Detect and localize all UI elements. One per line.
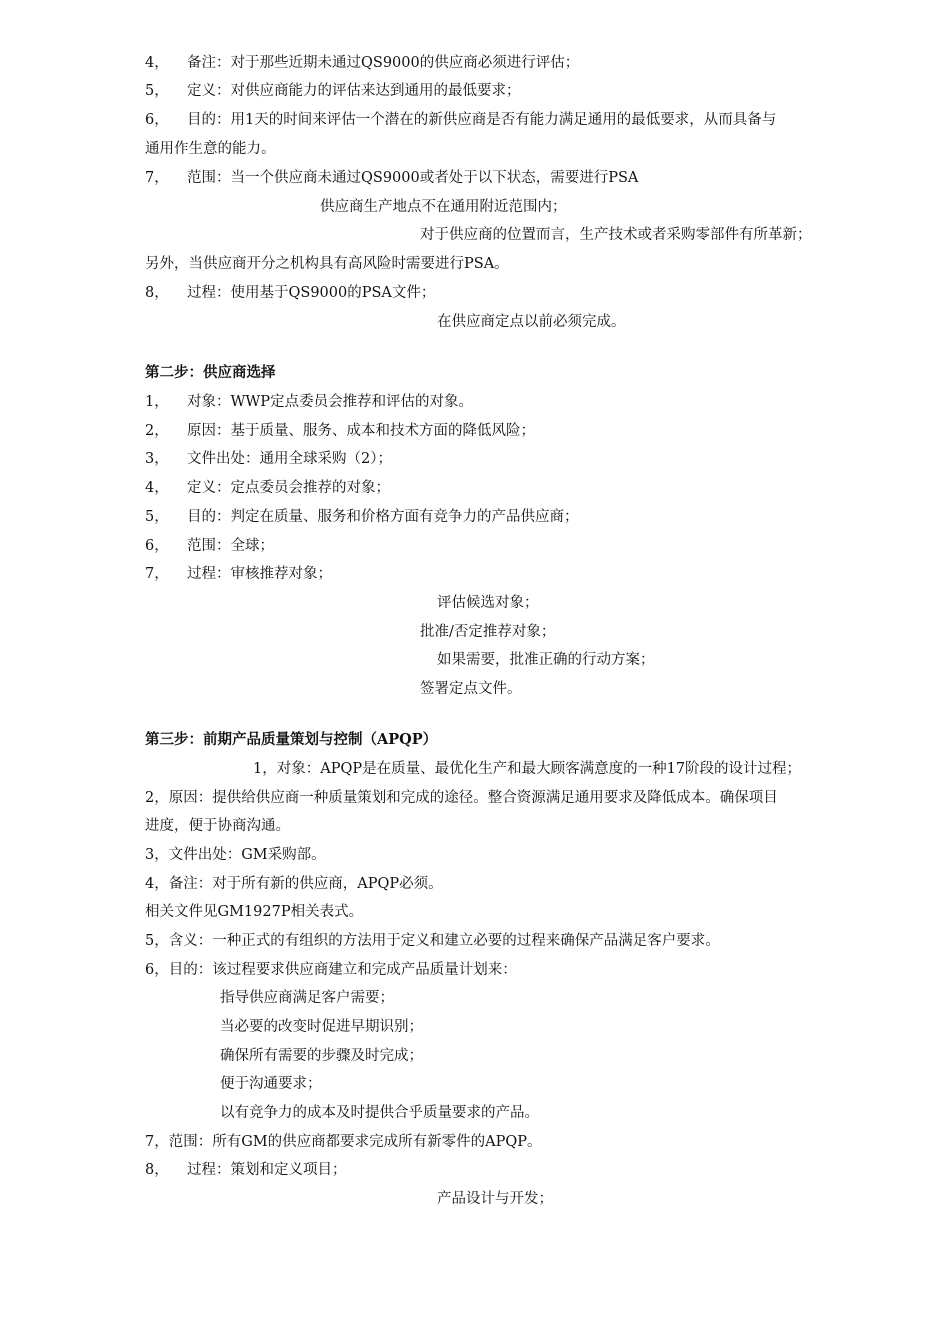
item-text: 文件出处：通用全球采购（2）； xyxy=(187,451,392,467)
s1-item8 xyxy=(145,283,435,303)
s1-item4 xyxy=(145,53,579,73)
item-text: 过程：使用基于QS9000的PSA文件； xyxy=(187,285,436,301)
s3-item8 xyxy=(145,1160,347,1180)
s1-item6 xyxy=(145,110,776,130)
item-text: 对象：WWP定点委员会推荐和评估的对象。 xyxy=(187,394,474,410)
s1-item7-sub2: 对于供应商的位置而言，生产技术或者采购零部件有所革新； xyxy=(420,227,812,243)
s2-item5 xyxy=(145,507,579,527)
s3-item2-cont: 进度，便于协商沟通。 xyxy=(145,818,290,834)
item-number: 5， xyxy=(145,509,169,525)
item-number: 8， xyxy=(145,285,169,301)
section3-heading: 第三步：前期产品质量策划与控制（APQP） xyxy=(145,731,438,748)
s3-item3: 3，文件出处：GM采购部。 xyxy=(145,847,326,863)
s3-item6-sub: 确保所有需要的步骤及时完成； xyxy=(220,1048,423,1064)
s2-item7-sub4: 签署定点文件。 xyxy=(420,681,522,697)
s3-item6-sub: 当必要的改变时促进早期识别； xyxy=(220,1019,423,1035)
item-number: 2， xyxy=(145,423,169,439)
s3-item4-cont: 相关文件见GM1927P相关表式。 xyxy=(145,904,364,920)
s2-item4 xyxy=(145,478,390,498)
item-text: 目的：判定在质量、服务和价格方面有竞争力的产品供应商； xyxy=(187,509,579,525)
s2-item2 xyxy=(145,421,535,441)
s1-item7-cont: 另外，当供应商开分之机构具有高风险时需要进行PSA。 xyxy=(145,256,509,272)
s2-item7-sub3: 如果需要，批准正确的行动方案； xyxy=(437,652,655,668)
s3-item6: 6，目的：该过程要求供应商建立和完成产品质量计划来： xyxy=(145,962,517,978)
item-text: 范围：全球； xyxy=(187,538,274,554)
s2-item7-sub1: 评估候选对象； xyxy=(437,595,539,611)
section2-heading: 第二步：供应商选择 xyxy=(145,364,276,381)
s2-item6 xyxy=(145,536,274,556)
item-text: 定义：定点委员会推荐的对象； xyxy=(187,480,390,496)
s1-item8-sub1: 在供应商定点以前必须完成。 xyxy=(437,314,626,330)
s3-item6-sub: 以有竞争力的成本及时提供合乎质量要求的产品。 xyxy=(220,1105,539,1121)
item-number: 5， xyxy=(145,83,169,99)
item-text: 目的：用1天的时间来评估一个潜在的新供应商是否有能力满足通用的最低要求，从而具备与 xyxy=(187,112,777,128)
s1-item6-cont: 通用作生意的能力。 xyxy=(145,141,276,157)
item-number: 6， xyxy=(145,112,169,128)
item-number: 1， xyxy=(145,394,169,410)
s2-item7 xyxy=(145,564,332,584)
s1-item7-sub1: 供应商生产地点不在通用附近范围内； xyxy=(320,199,567,215)
item-number: 4， xyxy=(145,55,169,71)
item-number: 7， xyxy=(145,170,169,186)
item-number: 3， xyxy=(145,451,169,467)
s2-item3 xyxy=(145,449,392,469)
s3-item6-sub: 便于沟通要求； xyxy=(220,1076,322,1092)
s2-item7-sub2: 批准/否定推荐对象； xyxy=(420,624,556,640)
item-text: 原因：基于质量、服务、成本和技术方面的降低风险； xyxy=(187,423,535,439)
s3-item2: 2，原因：提供给供应商一种质量策划和完成的途径。整合资源满足通用要求及降低成本。确保项目 xyxy=(145,790,778,806)
s3-item6-sub: 指导供应商满足客户需要； xyxy=(220,990,394,1006)
item-number: 8， xyxy=(145,1162,169,1178)
s3-item5: 5，含义：一种正式的有组织的方法用于定义和建立必要的过程来确保产品满足客户要求。 xyxy=(145,933,720,949)
item-text: 过程：审核推荐对象； xyxy=(187,566,332,582)
s2-item1 xyxy=(145,392,473,412)
s3-item4: 4，备注：对于所有新的供应商，APQP必须。 xyxy=(145,876,443,892)
item-text: 备注：对于那些近期未通过QS9000的供应商必须进行评估； xyxy=(187,55,580,71)
item-number: 4， xyxy=(145,480,169,496)
item-text: 定义：对供应商能力的评估来达到通用的最低要求； xyxy=(187,83,521,99)
s3-item8-sub1: 产品设计与开发； xyxy=(437,1191,553,1207)
s1-item7 xyxy=(145,168,638,188)
item-number: 6， xyxy=(145,538,169,554)
item-text: 过程：策划和定义项目； xyxy=(187,1162,347,1178)
s1-item5 xyxy=(145,81,521,101)
item-number: 7， xyxy=(145,566,169,582)
s3-item7: 7，范围：所有GM的供应商都要求完成所有新零件的APQP。 xyxy=(145,1134,542,1150)
item-text: 范围：当一个供应商未通过QS9000或者处于以下状态，需要进行PSA xyxy=(187,170,639,186)
s3-item1: 1，对象：APQP是在质量、最优化生产和最大顾客满意度的一种17阶段的设计过程； xyxy=(253,761,802,777)
